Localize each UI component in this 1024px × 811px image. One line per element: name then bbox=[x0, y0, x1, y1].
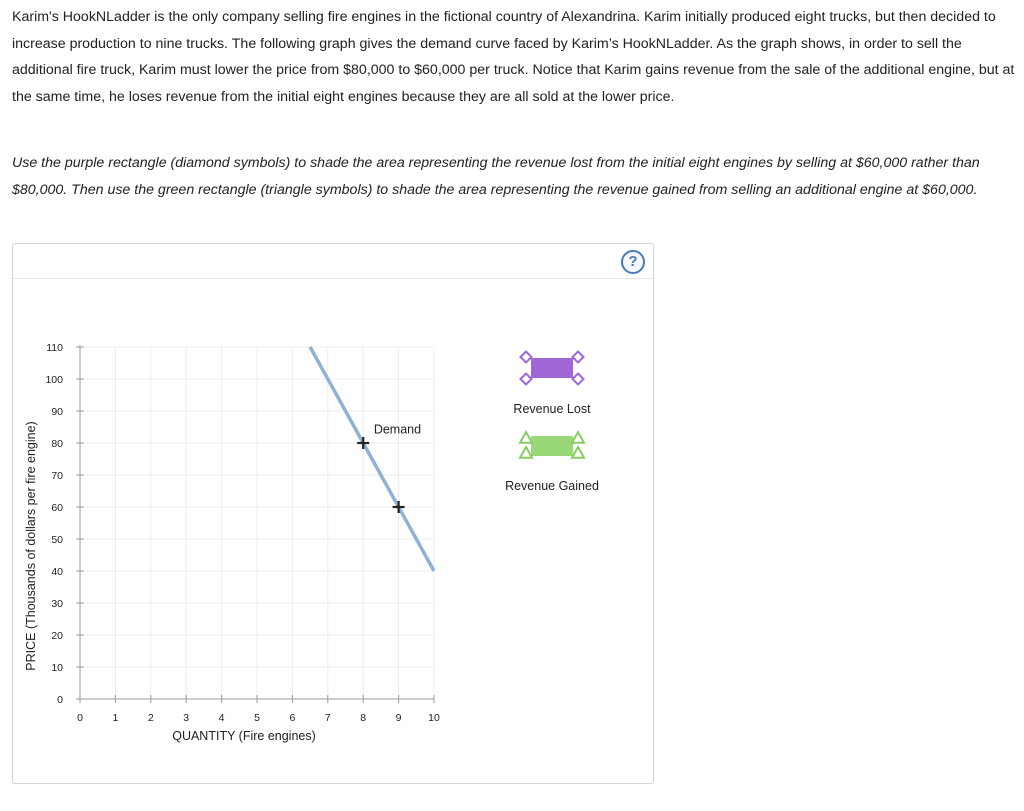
intro-paragraph: Karim's HookNLadder is the only company selling fire engines in the fictional country of Alexandrina. Karim initially produced eight trucks, but then decided to increase production to nine trucks. The following graph gives the demand curve faced by Karim’s HookNLadder. As the graph shows, in order to sell the additional fire truck, Karim must lower the price from $80,000 to $60,000 per truck. Notice that Karim gains revenue from the sale of the additional engine, but at the same time, he loses revenue from the initial eight engines because they are all sold at the lower price. bbox=[12, 9, 1015, 105]
diamond-handle bbox=[521, 352, 532, 363]
graph-panel bbox=[12, 243, 654, 784]
diamond-handle bbox=[573, 352, 584, 363]
instructions-paragraph: Use the purple rectangle (diamond symbols) to shade the area representing the revenue lost from the initial eight engines by selling at $60,000 rather than $80,000. Then use the green rectangle (triangle symbols) to shade the area representing the revenue gained from selling an additional engine at $60,000. bbox=[12, 155, 980, 198]
y-tick-label: 110 bbox=[46, 342, 63, 354]
legend bbox=[505, 352, 599, 494]
x-tick-label: 5 bbox=[254, 712, 260, 724]
x-tick-label: 4 bbox=[218, 712, 225, 724]
y-tick-label: 20 bbox=[51, 630, 63, 642]
y-tick-label: 50 bbox=[51, 534, 63, 546]
y-tick-label: 10 bbox=[51, 662, 63, 674]
chart bbox=[13, 244, 653, 783]
diamond-handle bbox=[573, 374, 584, 385]
triangle-handle bbox=[520, 447, 532, 458]
y-axis-title: PRICE (Thousands of dollars per fire engine) bbox=[24, 421, 38, 671]
revenue-lost-label: Revenue Lost bbox=[513, 402, 591, 416]
x-tick-label: 9 bbox=[395, 712, 402, 724]
x-tick-label: 8 bbox=[360, 712, 367, 724]
triangle-handle bbox=[520, 432, 532, 443]
y-tick-label: 70 bbox=[51, 470, 63, 482]
question-circle-icon[interactable]: ? bbox=[621, 250, 645, 274]
diamond-handle bbox=[521, 374, 532, 385]
series-layer bbox=[310, 347, 434, 571]
x-tick-label: 6 bbox=[289, 712, 296, 724]
revenue-gained-tool[interactable] bbox=[505, 432, 599, 493]
revenue-lost-tool[interactable] bbox=[513, 352, 591, 417]
demand-curve-label: Demand bbox=[373, 422, 422, 437]
grid-lines bbox=[80, 347, 434, 699]
x-tick-label: 3 bbox=[183, 712, 190, 724]
triangle-handle bbox=[572, 447, 584, 458]
x-tick-label: 1 bbox=[112, 712, 119, 724]
revenue-gained-swatch bbox=[531, 436, 573, 456]
y-tick-label: 0 bbox=[57, 694, 63, 706]
x-axis-title: QUANTITY (Fire engines) bbox=[172, 729, 316, 743]
y-tick-label: 100 bbox=[45, 374, 63, 386]
revenue-gained-label: Revenue Gained bbox=[505, 479, 599, 493]
x-tick-label: 10 bbox=[428, 712, 440, 724]
y-tick-label: 80 bbox=[51, 438, 63, 450]
x-tick-label: 7 bbox=[324, 712, 331, 724]
y-tick-label: 30 bbox=[51, 598, 63, 610]
revenue-lost-swatch bbox=[531, 358, 573, 378]
y-tick-label: 60 bbox=[51, 502, 63, 514]
x-tick-label: 2 bbox=[147, 712, 154, 724]
y-tick-label: 90 bbox=[51, 406, 63, 418]
x-tick-label: 0 bbox=[77, 712, 83, 724]
y-tick-label: 40 bbox=[51, 566, 63, 578]
demand-curve bbox=[310, 347, 434, 571]
triangle-handle bbox=[572, 432, 584, 443]
